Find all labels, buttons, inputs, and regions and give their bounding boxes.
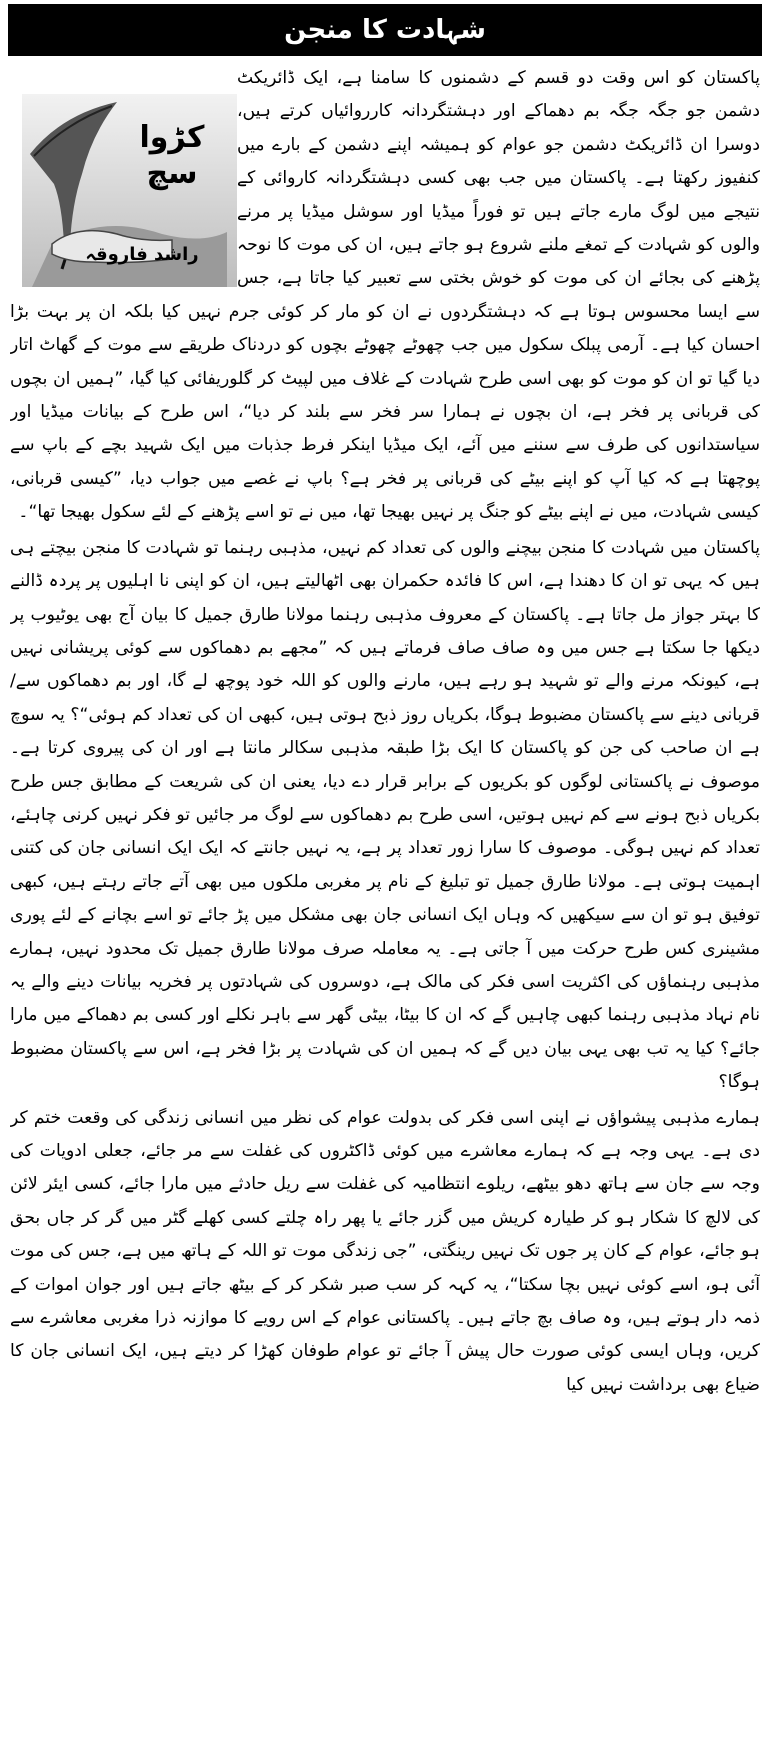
column-title-banner	[8, 4, 762, 56]
column-name: کڑوا سچ	[139, 120, 205, 191]
author-name: راشد فاروقہ	[85, 244, 199, 265]
paragraph: پاکستان میں شہادت کا منجن بیچنے والوں کی تعداد کم نہیں، مذہبی رہنما تو شہادت کا منجن بیچتے ہی ہیں کہ یہی تو ان کا دھندا ہے، اس کا فائدہ حکمران بھی اٹھالیتے ہیں، ان کو اپنی نا اہلیوں پر پردہ ڈالنے کا بہتر جواز مل جاتا ہے۔ پاکستان کے معروف مذہبی رہنما مولانا طارق جمیل کا بیان آج بھی یوٹیوب پر دیکھا جا سکتا ہے جس میں وہ صاف صاف فرماتے ہیں کہ ”مجھے بم دھماکوں سے کوئی پریشانی نہیں ہے، کیونکہ مرنے والے تو شہید ہو رہے ہیں، مارنے والوں کو اللہ خود پوچھ لے گا، اور بم دھماکوں سے/قربانی دینے سے پاکستان مضبوط ہوگا، بکریاں روز ذبح ہوتی ہیں، کبھی ان کی تعداد کم ہوئی“؟ یہ سوچ ہے ان صاحب کی جن کو پاکستان کا ایک بڑا طبقہ مذہبی سکالر مانتا ہے اور ان کی پیروی کرتا ہے۔ موصوف نے پاکستانی لوگوں کو بکریوں کے برابر قرار دے دیا، یعنی ان کی شریعت کے مطابق جس طرح بکریاں ذبح ہونے سے کم نہیں ہوتیں، اسی طرح بم دھماکوں سے لوگ مر جائیں تو فکر نہیں کرنی چاہئے، تعداد کم نہیں ہوگی۔ موصوف کا سارا زور تعداد پر ہے، یہ نہیں جانتے کہ ایک ایک انسانی جان کی کتنی اہمیت ہوتی ہے۔ مولانا طارق جمیل تو تبلیغ کے نام پر مغربی ملکوں میں بھی آتے جاتے رہتے ہیں، کبھی توفیق ہو تو ان سے سیکھیں کہ وہاں ایک انسانی جان بھی مشکل میں پڑ جائے تو اسے بچانے کے لئے پوری مشینری کس طرح حرکت میں آ جاتی ہے۔ یہ معاملہ صرف مولانا طارق جمیل تک محدود نہیں، ہمارے مذہبی رہنماؤں کی اکثریت اسی فکر کی مالک ہے، دوسروں کی شہادتوں پر فخریہ بیانات دینے والے یہ نام نہاد مذہبی رہنما کبھی چاہیں گے کہ ان کا بیٹا، بیٹی گھر سے باہر نکلے اور کسی بم دھماکے میں مارا جائے؟ کیا یہ تب بھی یہی بیان دیں گے کہ ہمیں ان کی شہادت پر بڑا فخر ہے، اس سے پاکستان مضبوط ہوگا؟	[10, 537, 760, 1093]
paragraph: پاکستان کو اس وقت دو قسم کے دشمنوں کا سامنا ہے، ایک ڈائریکٹ دشمن جو جگہ جگہ بم دھماکے اور دہشتگردانہ کارروائیاں کرتے ہیں، دوسرا ان ڈائریکٹ دشمن جو عوام کو ہمیشہ اپنے دشمن کے بارے میں کنفیوز رکھتا ہے۔ پاکستان میں جب بھی کسی دہشتگردانہ کاروائی کے نتیجے میں لوگ مارے جاتے ہیں تو فوراً میڈیا اور سوشل میڈیا پر مرنے والوں کو شہادت کے تمغے ملنے شروع ہو جاتے ہیں، ان کی موت کا نوحہ پڑھنے کی بجائے ان کی موت کو خوش بختی سے تعبیر کیا جاتا ہے، جس سے ایسا محسوس ہوتا ہے کہ دہشتگردوں نے ان کو مار کر کوئی جرم نہیں کیا بلکہ ان پر بہت بڑا احسان کیا ہے۔ آرمی پبلک سکول میں جب چھوٹے چھوٹے بچوں کو دردناک طریقے سے موت کے گھاٹ اتار دیا گیا تو ان کو موت کو بھی اسی طرح شہادت کے غلاف میں لپیٹ کر گلوریفائی کیا گیا، ”ہمیں ان بچوں کی قربانی پر فخر ہے، ان بچوں نے ہمارا سر فخر سے بلند کر دیا“، اس طرح کے بیانات میڈیا اور سیاستدانوں کی طرف سے سننے میں آئے، ایک میڈیا اینکر فرط جذبات میں ایک شہید بچے کے باپ سے پوچھتا ہے کہ کیا آپ کو اپنے بیٹے کی قربانی پر فخر ہے؟ باپ نے غصے میں جواب دیا، ”کیسی قربانی، کیسی شہادت، میں نے اپنے بیٹے کو جنگ پر نہیں بھیجا تھا، میں نے تو اسے پڑھنے کے لئے سکول بھیجا تھا“۔	[10, 68, 760, 523]
article-body	[10, 62, 760, 1744]
columnist-box	[22, 94, 237, 287]
paragraph: ہمارے مذہبی پیشواؤں نے اپنی اسی فکر کی بدولت عوام کی نظر میں انسانی زندگی کی وقعت ختم کر دی ہے۔ یہی وجہ ہے کہ ہمارے معاشرے میں کوئی ڈاکٹروں کی غفلت سے مر جائے، جعلی ادویات کی وجہ سے جان سے ہاتھ دھو بیٹھے، ریلوے انتظامیہ کی غفلت سے ریل حادثے میں مارا جائے، کسی ایئر لائن کی لالچ کا شکار ہو کر طیارہ کریش میں گزر جائے یا پھر راہ چلتے کسی کھلے گٹر میں گر کر جاں بحق ہو جائے، عوام کے کان پر جوں تک نہیں رینگتی، ”جی زندگی موت تو اللہ کے ہاتھ میں ہے، جس کی موت آئی ہو، اسے کوئی نہیں بچا سکتا“، یہ کہہ کر سب صبر شکر کر کے بیٹھ جاتے ہیں اور جوان اموات کے ذمہ دار ہوتے ہیں، وہ صاف بچ جاتے ہیں۔ پاکستانی عوام کے اس رویے کا موازنہ ذرا مغربی معاشرے سے کریں، وہاں ایسی کوئی صورت حال پیش آ جائے تو عوام طوفان کھڑا کر دیتے ہیں، ایک انسانی جان کا ضیاع بھی برداشت نہیں کیا	[10, 1107, 760, 1395]
article-title: شہادت کا منجن	[284, 15, 486, 45]
